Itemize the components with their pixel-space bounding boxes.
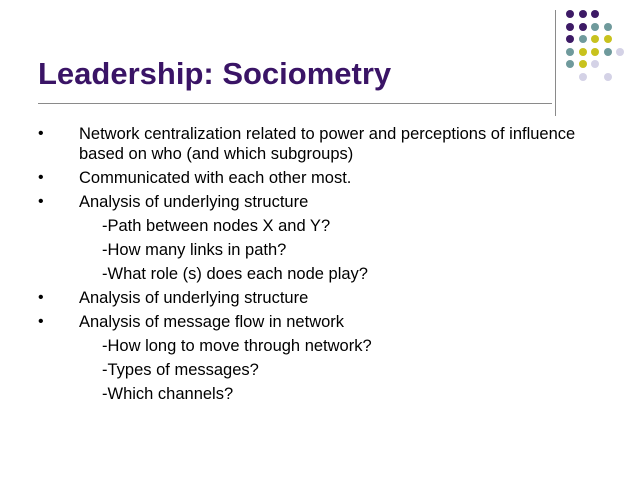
bullet-text: Network centralization related to power and perceptions of influence based on who (and which subgroups) [79,125,576,163]
bullet-icon: • [38,313,44,330]
sub-item [38,216,598,236]
decorative-dot [566,48,574,56]
sub-item [38,240,598,260]
sub-item [38,264,598,284]
title-divider-horizontal [38,103,552,104]
decorative-dot [591,60,599,68]
decorative-dot [566,60,574,68]
bullet-list [38,124,598,408]
bullet-item [38,288,598,308]
bullet-item [38,168,598,188]
bullet-text: Analysis of underlying structure [79,193,309,211]
bullet-item [38,124,598,164]
bullet-text: Communicated with each other most. [79,169,352,187]
bullet-icon: • [38,169,44,186]
sub-item-text: -What role (s) does each node play? [102,265,368,283]
bullet-item [38,312,598,332]
sub-item-text: -Path between nodes X and Y? [102,217,331,235]
decorative-dot [566,23,574,31]
decorative-dot [591,23,599,31]
decorative-dot [579,48,587,56]
bullet-icon: • [38,125,44,142]
decorative-dot [604,35,612,43]
decorative-dot [616,48,624,56]
decorative-dot [566,10,574,18]
decorative-dot [604,73,612,81]
title-divider-vertical [555,10,556,116]
sub-item [38,360,598,380]
decorative-dot [566,35,574,43]
decorative-dot [604,48,612,56]
decorative-dot [579,10,587,18]
bullet-item [38,192,598,212]
decorative-dot [604,23,612,31]
decorative-dot [591,35,599,43]
decorative-dot [591,48,599,56]
sub-item-text: -How long to move through network? [102,337,372,355]
decorative-dot [579,73,587,81]
decorative-dot [591,10,599,18]
bullet-icon: • [38,193,44,210]
sub-item-text: -How many links in path? [102,241,287,259]
decorative-dot [579,35,587,43]
bullet-text: Analysis of message flow in network [79,313,345,331]
sub-item [38,384,598,404]
sub-item-text: -Which channels? [102,385,234,403]
bullet-text: Analysis of underlying structure [79,289,309,307]
decorative-dot [579,23,587,31]
slide-title: Leadership: Sociometry [38,56,392,91]
decorative-dot [579,60,587,68]
sub-item-text: -Types of messages? [102,361,259,379]
bullet-icon: • [38,289,44,306]
sub-item [38,336,598,356]
decorative-dot-grid [566,10,630,102]
